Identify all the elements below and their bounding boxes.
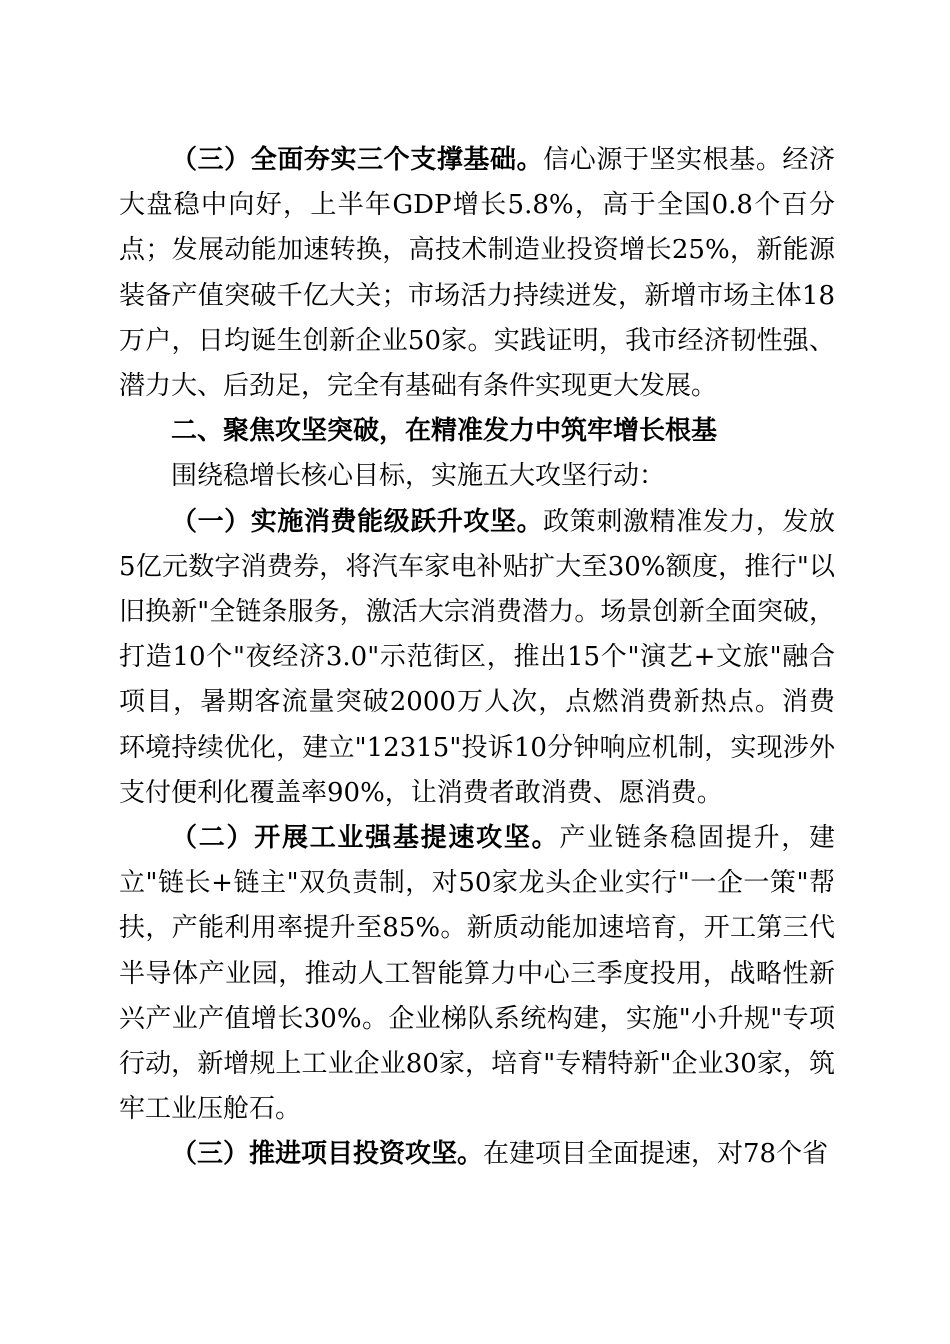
section-heading: 二、聚焦攻坚突破，在精准发力中筑牢增长根基 <box>171 416 718 447</box>
paragraph-industry <box>119 816 835 1132</box>
paragraph-investment <box>119 1132 835 1177</box>
paragraph-lead: （三）全面夯实三个支撑基础。 <box>171 145 544 175</box>
paragraph-lead: （三）推进项目投资攻坚。 <box>171 1139 484 1170</box>
document-body <box>119 138 835 1178</box>
paragraph-lead: （一）实施消费能级跃升攻坚。 <box>171 506 544 537</box>
paragraph-text: 信心源于坚实根基。经济大盘稳中向好，上半年GDP增长5.8%，高于全国0.8个百分点；发展动能加速转换，高技术制造业投资增长25%，新能源装备产值突破千亿大关；市场活力持续迸发，新增市场主体18万户，日均诞生创新企业50家。实践证明，我市经济韧性强、潜力大、后劲足，完全有基础有条件实现更大发展。 <box>119 145 835 402</box>
paragraph-text: 在建项目全面提速，对78个省 <box>483 1139 829 1170</box>
paragraph-lead: （二）开展工业强基提速攻坚。 <box>171 823 560 854</box>
paragraph-text: 围绕稳增长核心目标，实施五大攻坚行动： <box>171 461 666 492</box>
paragraph-support-foundations <box>119 138 835 409</box>
paragraph-consumption <box>119 500 835 816</box>
paragraph-text: 产业链条稳固提升，建立"链长+链主"双负责制，对50家龙头企业实行"一企一策"帮扶，产能利用率提升至85%。新质动能加速培育，开工第三代半导体产业园，推动人工智能算力中心三季度投用，战略性新兴产业产值增长30%。企业梯队系统构建，实施"小升规"专项行动，新增规上工业企业80家，培育"专精特新"企业30家，筑牢工业压舱石。 <box>119 823 835 1125</box>
paragraph-intro <box>119 454 835 499</box>
paragraph-text: 政策刺激精准发力，发放5亿元数字消费券，将汽车家电补贴扩大至30%额度，推行"以旧换新"全链条服务，激活大宗消费潜力。场景创新全面突破，打造10个"夜经济3.0"示范街区，推出15个"演艺+文旅"融合项目，暑期客流量突破2000万人次，点燃消费新热点。消费环境持续优化，建立"12315"投诉10分钟响应机制，实现涉外支付便利化覆盖率90%，让消费者敢消费、愿消费。 <box>119 506 835 808</box>
